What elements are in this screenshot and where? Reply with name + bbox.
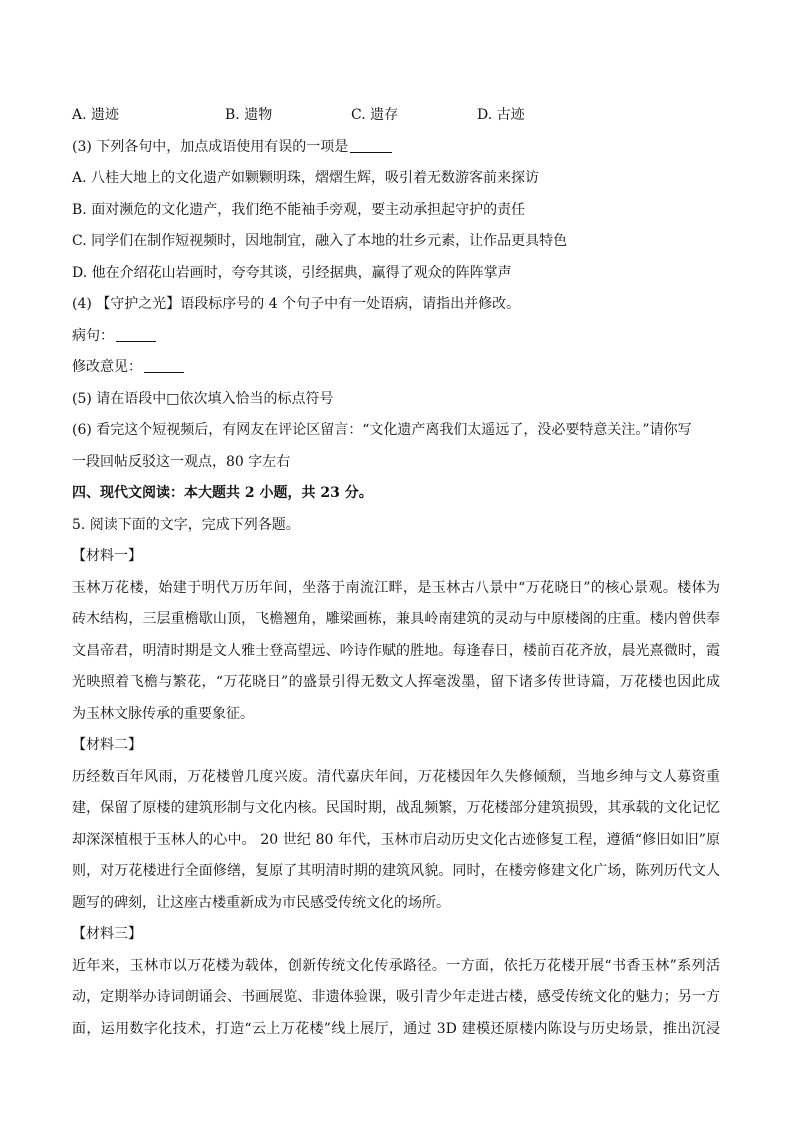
q2-option-a: A. 遗迹 [72, 107, 120, 123]
q6-line-1: (6) 看完这个短视频后，有网友在评论区留言：“文化遗产离我们太遥远了，没必要特意关注。”请你写 [72, 422, 692, 438]
document-body [72, 100, 720, 1045]
q4-fix-line [72, 352, 720, 384]
material-2-title: 【材料二】 [72, 737, 142, 753]
q2-option-b: B. 遗物 [225, 107, 273, 123]
q2-option-c: C. 遗存 [351, 107, 399, 123]
material-3-text [72, 951, 720, 1046]
text-line: 近年来，玉林市以万花楼为载体，创新传统文化传承路径。一方面，依托万花楼开展“书香玉林”系列活 [72, 957, 720, 974]
fix-label: 修改意见： [72, 359, 142, 375]
text-line: 建，保留了原楼的建筑形制与文化内核。民国时期，战乱频繁，万花楼部分建筑损毁，其承载的文化记忆 [72, 800, 720, 816]
material-1-title: 【材料一】 [72, 548, 142, 564]
answer-blank [350, 138, 392, 153]
text-line: 光映照着飞檐与繁花，“万花晓日”的盛景引得无数文人挥毫泼墨，留下诸多传世诗篇，万花楼也因此成 [72, 674, 720, 690]
text-line: 则，对万花楼进行全面修缮，复原了其明清时期的建筑风貌。同时，在楼旁修建文化广场，陈列历代文人 [72, 863, 720, 879]
material-2-text [72, 762, 720, 920]
q5-stem: (5) 请在语段中□依次填入恰当的标点符号 [72, 390, 334, 407]
text-line: 文昌帝君，明清时期是文人雅士登高望远、吟诗作赋的胜地。每逢春日，楼前百花齐放，晨光熹微时，霞 [72, 642, 720, 659]
q3-stem-line [72, 132, 720, 164]
q3-option-b: B. 面对濒危的文化遗产，我们绝不能袖手旁观，要主动承担起守护的责任 [72, 201, 526, 218]
q3-option-c: C. 同学们在制作短视频时，因地制宜，融入了本地的壮乡元素，让作品更具特色 [72, 233, 568, 249]
material-1-text [72, 573, 720, 731]
text-line: 动，定期举办诗词朗诵会、书画展览、非遗体验课，吸引青少年走进古楼，感受传统文化的魅力；另一方 [72, 989, 720, 1005]
text-line: 面，运用数字化技术，打造“云上万花楼”线上展厅，通过 3D 建模还原楼内陈设与历史场景，推出沉浸 [72, 1020, 720, 1037]
material-3-title: 【材料三】 [72, 926, 142, 942]
q2-option-d: D. 古迹 [477, 107, 525, 123]
q3-option-a: A. 八桂大地上的文化遗产如颗颗明珠，熠熠生辉，吸引着无数游客前来探访 [72, 170, 540, 186]
sick-sentence-label: 病句： [72, 327, 114, 344]
question-5-intro: 5. 阅读下面的文字，完成下列各题。 [72, 516, 300, 533]
section-heading: 四、现代文阅读：本大题共 2 小题，共 23 分。 [72, 485, 373, 501]
text-line: 题写的碑刻，让这座古楼重新成为市民感受传统文化的场所。 [72, 894, 450, 911]
q2-options [72, 100, 720, 132]
text-line: 为玉林文脉传承的重要象征。 [72, 705, 254, 722]
q6-line-2: 一段回帖反驳这一观点，80 字左右 [72, 453, 291, 470]
q3-stem: (3) 下列各句中，加点成语使用有误的一项是 [72, 138, 349, 155]
text-line: 玉林万花楼，始建于明代万历年间，坐落于南流江畔，是玉林古八景中“万花晓日”的核心景观。楼体为 [72, 579, 720, 596]
text-line: 砖木结构，三层重檐歇山顶，飞檐翘角，雕梁画栋，兼具岭南建筑的灵动与中原楼阁的庄重。楼内曾供奉 [72, 611, 720, 627]
q4-sick-line [72, 321, 720, 353]
q3-option-d: D. 他在介绍花山岩画时，夸夸其谈，引经据典，赢得了观众的阵阵掌声 [72, 264, 512, 281]
answer-blank [144, 358, 184, 373]
q4-stem: (4) 【守护之光】语段标序号的 4 个句子中有一处语病，请指出并修改。 [72, 296, 521, 312]
text-line: 却深深植根于玉林人的心中。 20 世纪 80 年代，玉林市启动历史文化古迹修复工程，遵循“修旧如旧”原 [72, 831, 720, 848]
text-line: 历经数百年风雨，万花楼曾几度兴废。清代嘉庆年间，万花楼因年久失修倾颓，当地乡绅与文人募资重 [72, 768, 720, 785]
answer-blank [116, 327, 156, 342]
